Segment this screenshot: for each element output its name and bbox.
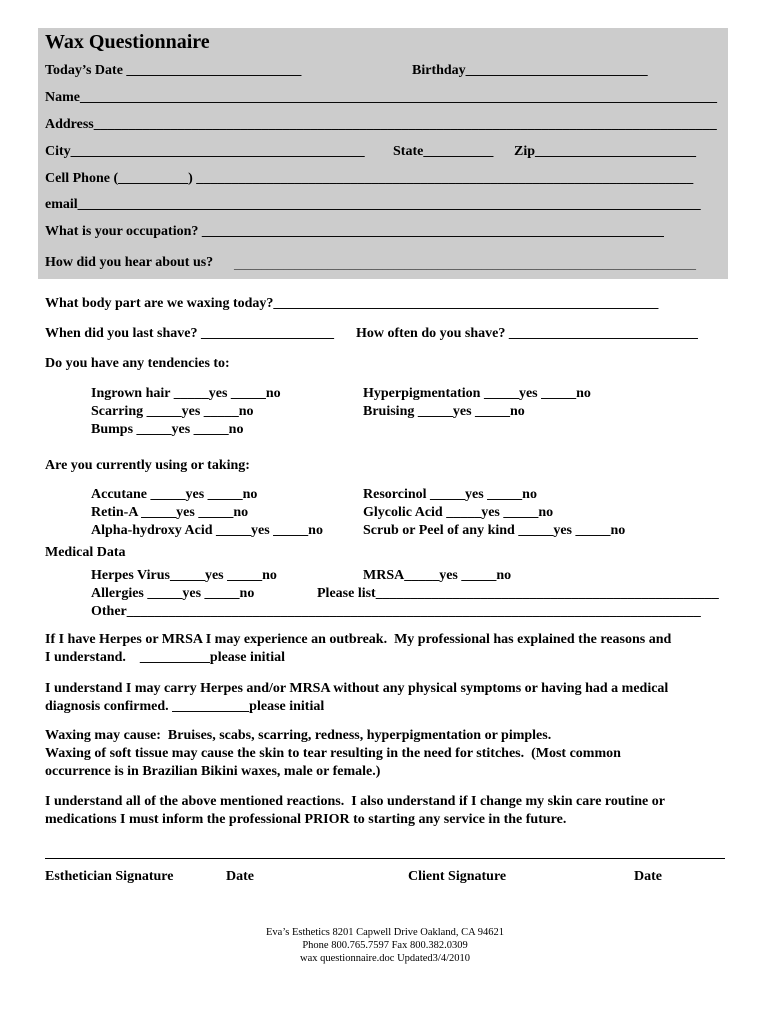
- medical-data-heading: Medical Data: [45, 545, 126, 560]
- occupation-field[interactable]: What is your occupation? __________________________________________________________________: [45, 224, 664, 239]
- retin-a-item[interactable]: Retin-A _____yes _____no: [91, 505, 249, 520]
- alpha-hydroxy-item[interactable]: Alpha-hydroxy Acid _____yes _____no: [91, 523, 323, 538]
- signature-line[interactable]: [45, 858, 725, 859]
- footer-doc-info: wax questionnaire.doc Updated3/4/2010: [300, 953, 470, 964]
- resorcinol-item[interactable]: Resorcinol _____yes _____no: [363, 487, 537, 502]
- birthday-field[interactable]: Birthday__________________________: [412, 63, 648, 78]
- state-field[interactable]: State__________: [393, 144, 494, 159]
- last-shave-field[interactable]: When did you last shave? ___________________: [45, 326, 334, 341]
- page-title: Wax Questionnaire: [45, 31, 210, 53]
- address-field[interactable]: Address_________________________________________________________________________________________: [45, 117, 717, 132]
- bumps-item[interactable]: Bumps _____yes _____no: [91, 422, 244, 437]
- footer-phone: Phone 800.765.7597 Fax 800.382.0309: [302, 940, 468, 951]
- reactions-statement-line1: I understand all of the above mentioned reactions. I also understand if I change my skin care routine or: [45, 794, 665, 809]
- tendencies-heading: Do you have any tendencies to:: [45, 356, 230, 371]
- reactions-statement-line2: medications I must inform the professional PRIOR to starting any service in the future.: [45, 812, 567, 827]
- hyperpigmentation-item[interactable]: Hyperpigmentation _____yes _____no: [363, 386, 591, 401]
- please-list-field[interactable]: Please list_________________________________________________: [317, 586, 719, 601]
- how-often-field[interactable]: How often do you shave? ___________________________: [356, 326, 698, 341]
- allergies-item[interactable]: Allergies _____yes _____no: [91, 586, 255, 601]
- scrub-peel-item[interactable]: Scrub or Peel of any kind _____yes _____no: [363, 523, 626, 538]
- waxing-occurrence-text: occurrence is in Brazilian Bikini waxes, male or female.): [45, 764, 381, 779]
- ingrown-hair-item[interactable]: Ingrown hair _____yes _____no: [91, 386, 281, 401]
- zip-field[interactable]: Zip_______________________: [514, 144, 697, 159]
- carry-initial-field[interactable]: diagnosis confirmed. ___________please initial: [45, 699, 325, 714]
- esthetician-date-label: Date: [226, 869, 254, 884]
- other-field[interactable]: Other__________________________________________________________________________________: [91, 604, 701, 619]
- cell-phone-field[interactable]: Cell Phone (__________) _______________________________________________________________________: [45, 171, 694, 186]
- mrsa-item[interactable]: MRSA_____yes _____no: [363, 568, 512, 583]
- herpes-statement-line1: If I have Herpes or MRSA I may experience an outbreak. My professional has explained the reasons and: [45, 632, 672, 647]
- herpes-virus-item[interactable]: Herpes Virus_____yes _____no: [91, 568, 277, 583]
- name-field[interactable]: Name___________________________________________________________________________________________: [45, 90, 717, 105]
- carry-statement-line1: I understand I may carry Herpes and/or MRSA without any physical symptoms or having had a medical: [45, 681, 669, 696]
- client-date-label: Date: [634, 869, 662, 884]
- body-part-field[interactable]: What body part are we waxing today?_______________________________________________________: [45, 296, 659, 311]
- waxing-soft-tissue-text: Waxing of soft tissue may cause the skin to tear resulting in the need for stitches. (Most common: [45, 746, 621, 761]
- city-field[interactable]: City__________________________________________: [45, 144, 365, 159]
- herpes-initial-field[interactable]: I understand. __________please initial: [45, 650, 285, 665]
- waxing-may-cause-text: Waxing may cause: Bruises, scabs, scarring, redness, hyperpigmentation or pimples.: [45, 728, 552, 743]
- bruising-item[interactable]: Bruising _____yes _____no: [363, 404, 525, 419]
- email-field[interactable]: email_________________________________________________________________________________________: [45, 197, 701, 212]
- hear-about-label: How did you hear about us?: [45, 255, 214, 270]
- footer-address: Eva’s Esthetics 8201 Capwell Drive Oakland, CA 94621: [266, 927, 504, 938]
- client-signature-label: Client Signature: [408, 869, 507, 884]
- todays-date-field[interactable]: Today’s Date _________________________: [45, 63, 302, 78]
- scarring-item[interactable]: Scarring _____yes _____no: [91, 404, 254, 419]
- hear-about-field[interactable]: ____________________________________________________________________________________: [234, 259, 696, 271]
- accutane-item[interactable]: Accutane _____yes _____no: [91, 487, 258, 502]
- glycolic-acid-item[interactable]: Glycolic Acid _____yes _____no: [363, 505, 554, 520]
- using-heading: Are you currently using or taking:: [45, 458, 250, 473]
- esthetician-signature-label: Esthetician Signature: [45, 869, 174, 884]
